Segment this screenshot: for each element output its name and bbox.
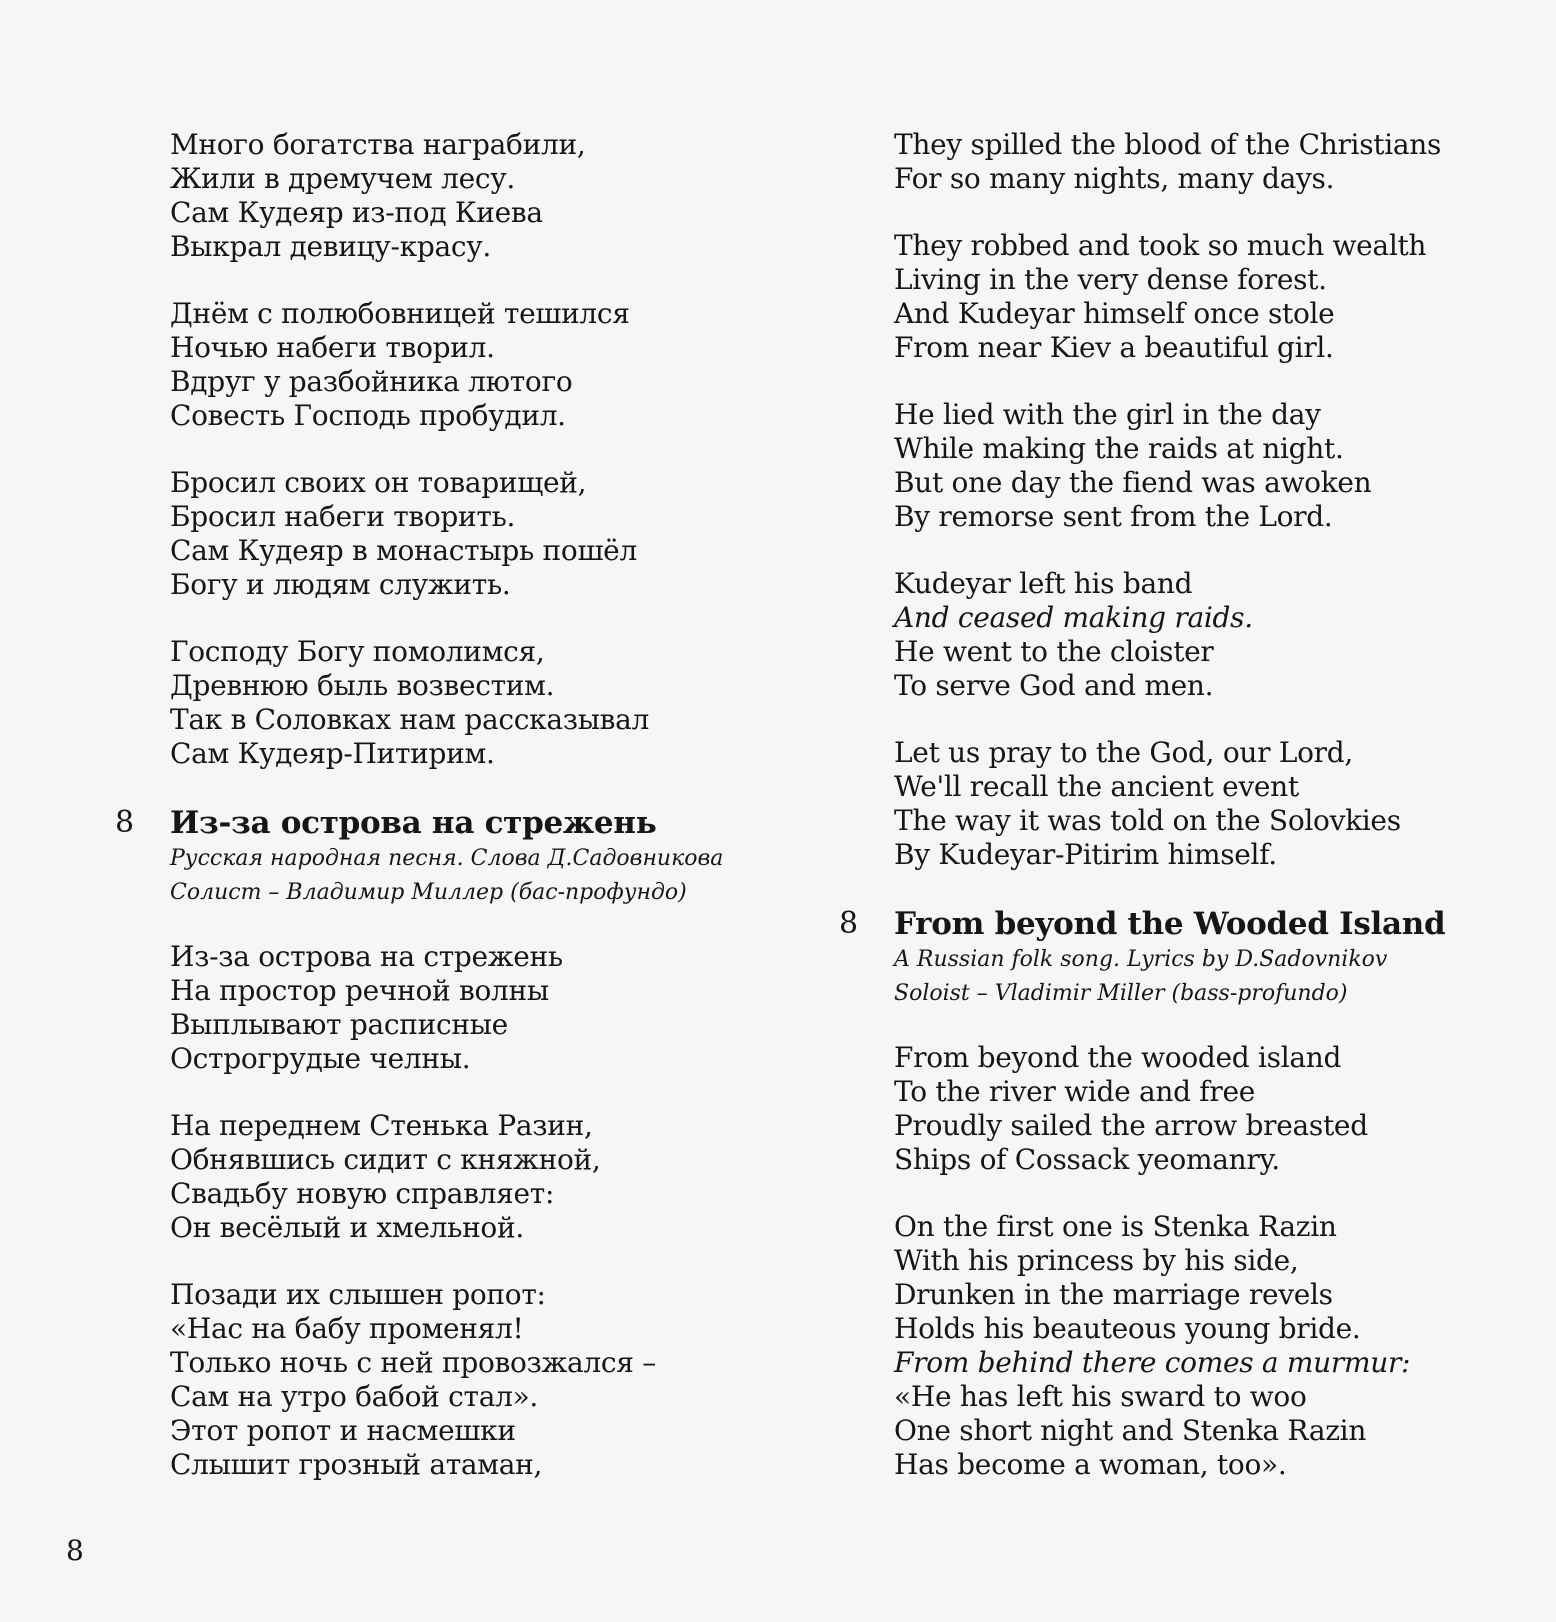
lyric-line: But one day the fiend was awoken <box>894 466 1372 499</box>
lyric-line: Слышит грозный атаман, <box>170 1448 543 1481</box>
russian-song-heading <box>115 804 810 910</box>
english-stanzas-after <box>894 1041 1514 1482</box>
lyric-line: He went to the cloister <box>894 635 1214 668</box>
lyric-line: Он весёлый и хмельной. <box>170 1211 524 1244</box>
lyric-line: Holds his beauteous young bride. <box>894 1312 1361 1345</box>
lyric-line: Из-за острова на стрежень <box>170 940 563 973</box>
lyric-line: Господу Богу помолимся, <box>170 635 545 668</box>
english-song-heading <box>839 905 1514 1011</box>
lyric-line: To serve God and men. <box>894 669 1214 702</box>
lyric-line: Ночью набеги творил. <box>170 331 495 364</box>
lyric-line: Много богатства награбили, <box>170 128 586 161</box>
lyric-line: They robbed and took so much wealth <box>894 229 1427 262</box>
lyric-line: With his princess by his side, <box>894 1244 1299 1277</box>
lyric-line: From near Kiev a beautiful girl. <box>894 331 1334 364</box>
lyric-line: Вдруг у разбойника лютого <box>170 365 573 398</box>
stanza <box>894 128 1514 196</box>
lyric-line: «He has left his sward to woo <box>894 1380 1307 1413</box>
lyric-line: Только ночь с ней провозжался – <box>170 1346 656 1379</box>
lyric-line: Let us pray to the God, our Lord, <box>894 736 1353 769</box>
stanza <box>894 1210 1514 1482</box>
song-title: Из-за острова на стрежень <box>170 805 657 841</box>
lyric-line: One short night and Stenka Razin <box>894 1414 1367 1447</box>
lyric-line: By remorse sent from the Lord. <box>894 500 1333 533</box>
lyric-line: Днём с полюбовницей тешился <box>170 297 630 330</box>
lyric-line: Living in the very dense forest. <box>894 263 1327 296</box>
lyric-line: Proudly sailed the arrow breasted <box>894 1109 1368 1142</box>
english-stanzas-before <box>894 128 1514 872</box>
stanza <box>170 1278 810 1482</box>
lyric-line: На переднем Стенька Разин, <box>170 1109 593 1142</box>
track-number: 8 <box>839 906 859 941</box>
lyric-line: Сам Кудеяр в монастырь пошёл <box>170 534 637 567</box>
track-number: 8 <box>115 805 135 840</box>
lyric-line: На простор речной волны <box>170 974 549 1007</box>
stanza <box>894 398 1514 534</box>
lyric-line: Позади их слышен ропот: <box>170 1278 546 1311</box>
lyric-line: Сам Кудеяр из-под Киева <box>170 196 543 229</box>
lyric-line: Has become a woman, too». <box>894 1448 1287 1481</box>
lyric-line: Древнюю быль возвестим. <box>170 669 555 702</box>
lyric-line: They spilled the blood of the Christians <box>894 128 1442 161</box>
lyric-line: «Нас на бабу променял! <box>170 1312 524 1345</box>
lyric-line: And ceased making raids. <box>894 601 1253 634</box>
stanza <box>894 736 1514 872</box>
lyric-line: Свадьбу новую справляет: <box>170 1177 555 1210</box>
song-credits: A Russian folk song. Lyrics by D.Sadovnikov <box>894 947 1388 972</box>
english-lyrics-column <box>839 128 1514 1515</box>
song-title: From beyond the Wooded Island <box>894 906 1446 942</box>
russian-lyrics-column <box>115 128 810 1515</box>
stanza <box>170 940 810 1076</box>
stanza <box>170 466 810 602</box>
lyric-line: Совесть Господь пробудил. <box>170 399 566 432</box>
lyric-line: Бросил своих он товарищей, <box>170 466 587 499</box>
song-credits: Русская народная песня. Слова Д.Садовникова <box>170 846 724 871</box>
stanza <box>894 1041 1514 1177</box>
lyric-line: Kudeyar left his band <box>894 567 1193 600</box>
lyric-line: He lied with the girl in the day <box>894 398 1321 431</box>
stanza <box>170 1109 810 1245</box>
lyric-line: Так в Соловках нам рассказывал <box>170 703 650 736</box>
song-soloist: Soloist – Vladimir Miller (bass-profundo) <box>894 981 1348 1006</box>
lyric-line: From beyond the wooded island <box>894 1041 1342 1074</box>
lyric-line: We'll recall the ancient event <box>894 770 1299 803</box>
stanza <box>170 635 810 771</box>
lyric-line: Выкрал девицу-красу. <box>170 230 492 263</box>
lyric-line: To the river wide and free <box>894 1075 1255 1108</box>
lyric-line: While making the raids at night. <box>894 432 1344 465</box>
lyric-line: Бросил набеги творить. <box>170 500 516 533</box>
stanza <box>170 128 810 264</box>
lyric-line: For so many nights, many days. <box>894 162 1335 195</box>
lyric-line: From behind there comes a murmur: <box>894 1346 1411 1379</box>
lyric-line: Сам Кудеяр-Питирим. <box>170 737 495 770</box>
lyric-line: Обнявшись сидит с княжной, <box>170 1143 601 1176</box>
lyric-line: The way it was told on the Solovkies <box>894 804 1401 837</box>
lyric-line: Drunken in the marriage revels <box>894 1278 1333 1311</box>
lyric-line: Этот ропот и насмешки <box>170 1414 516 1447</box>
russian-stanzas-after <box>170 940 810 1482</box>
lyric-line: By Kudeyar-Pitirim himself. <box>894 838 1277 871</box>
lyric-line: Богу и людям служить. <box>170 568 511 601</box>
russian-stanzas-before <box>170 128 810 771</box>
lyric-line: Ships of Cossack yeomanry. <box>894 1143 1280 1176</box>
stanza <box>894 229 1514 365</box>
stanza <box>170 297 810 433</box>
lyric-line: On the first one is Stenka Razin <box>894 1210 1337 1243</box>
lyric-line: Жили в дремучем лесу. <box>170 162 515 195</box>
page-number: 8 <box>66 1534 84 1567</box>
lyric-line: Выплывают расписные <box>170 1008 508 1041</box>
lyric-line: Сам на утро бабой стал». <box>170 1380 539 1413</box>
lyric-line: Острогрудые челны. <box>170 1042 471 1075</box>
stanza <box>894 567 1514 703</box>
lyric-line: And Kudeyar himself once stole <box>894 297 1335 330</box>
song-soloist: Солист – Владимир Миллер (бас-профундо) <box>170 880 687 905</box>
